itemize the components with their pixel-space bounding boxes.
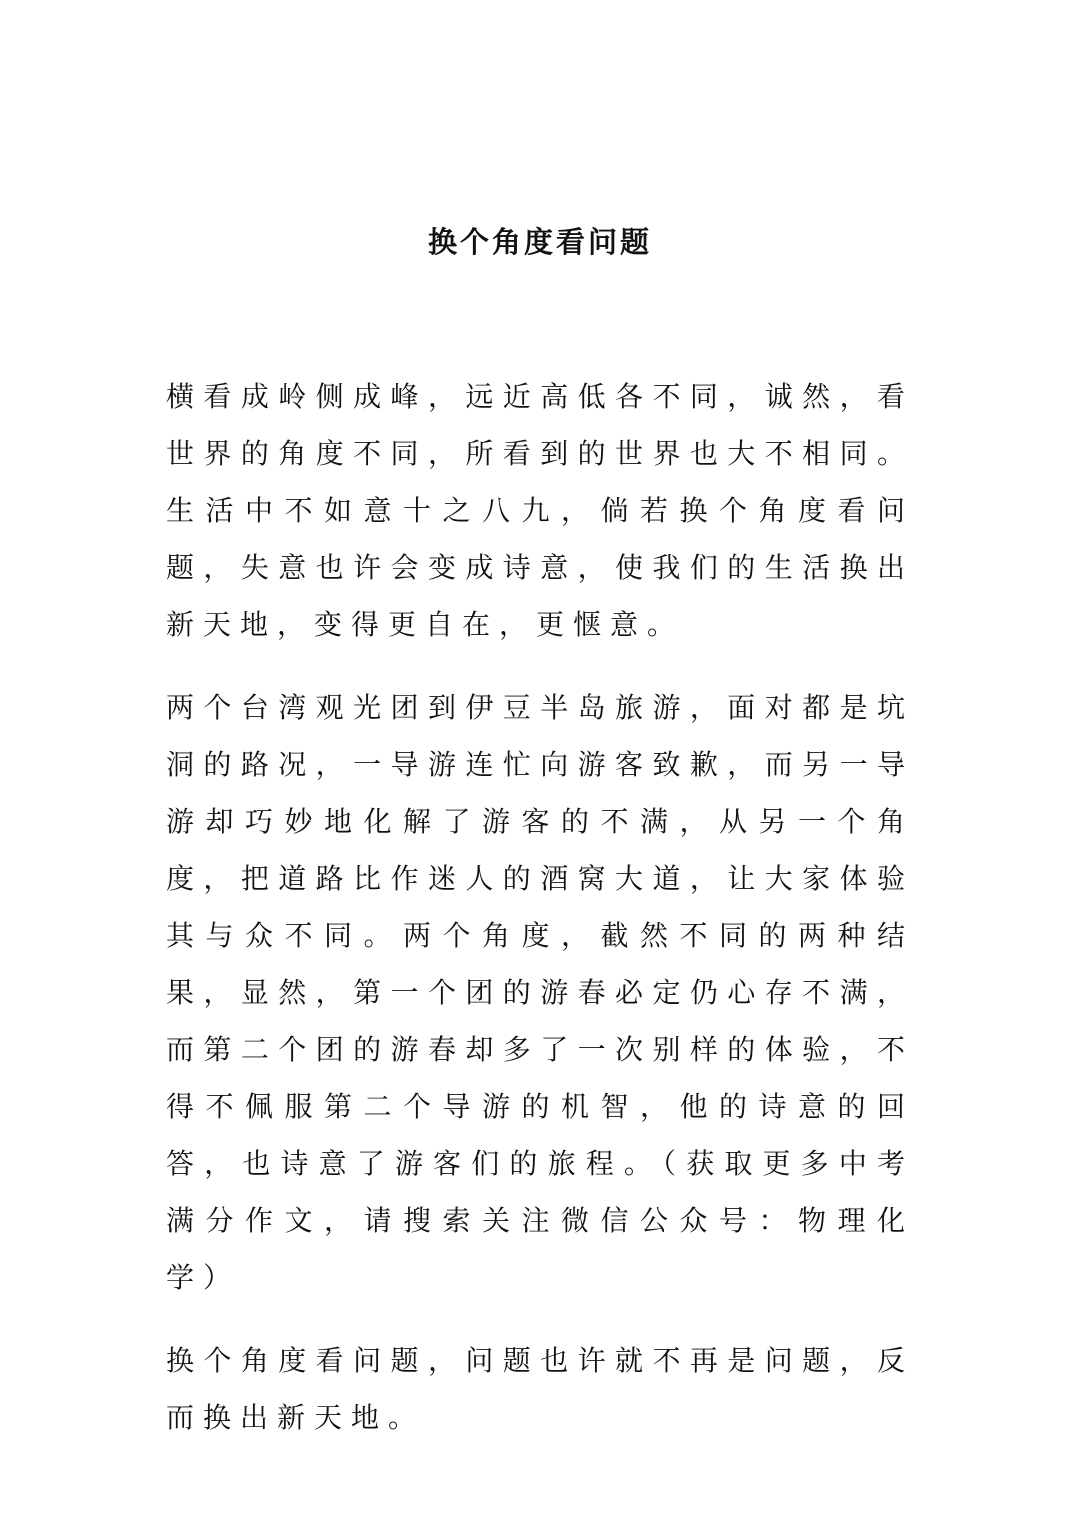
paragraph-3: 换个角度看问题，问题也许就不再是问题，反而换出新天地。 [166, 1344, 914, 1434]
paragraph-1: 横看成岭侧成峰，远近高低各不同，诚然，看世界的角度不同，所看到的世界也大不相同。生活中不如意十之八九，倘若换个角度看问题，失意也许会变成诗意，使我们的生活换出新天地，变得更自在，更惬意。 [166, 380, 914, 641]
paragraph-2: 两个台湾观光团到伊豆半岛旅游，面对都是坑洞的路况，一导游连忙向游客致歉，而另一导游却巧妙地化解了游客的不满，从另一个角度，把道路比作迷人的酒窝大道，让大家体验其与众不同。两个角度，截然不同的两种结果，显然，第一个团的游春必定仍心存不满，而第二个团的游春却多了一次别样的体验，不得不佩服第二个导游的机智，他的诗意的回答，也诗意了游客们的旅程。（获取更多中考满分作文，请搜索关注微信公众号：物理化学） [166, 691, 914, 1294]
document-body [166, 368, 914, 1472]
document-title: 换个角度看问题 [427, 225, 652, 259]
